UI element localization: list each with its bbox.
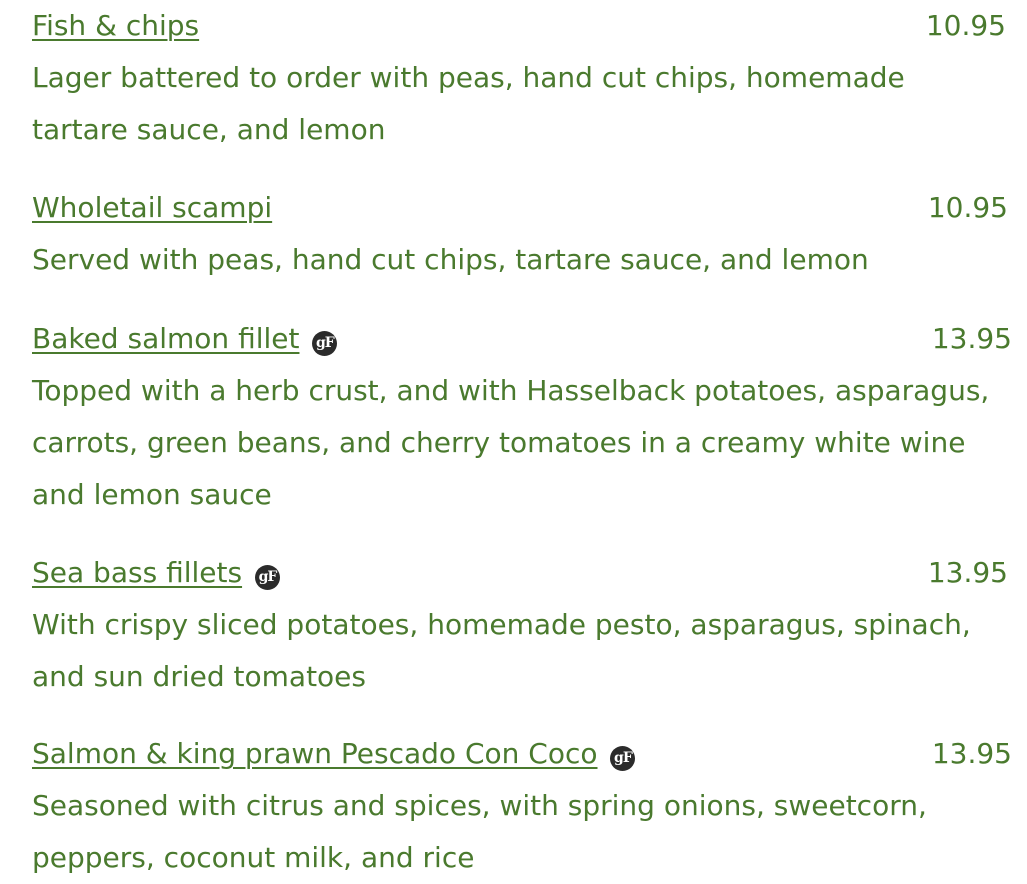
menu-item-header (32, 728, 1012, 780)
menu-item-fish-and-chips (32, 0, 1006, 156)
menu-item-description: Served with peas, hand cut chips, tartare sauce, and lemon (32, 243, 869, 276)
menu-item-wholetail-scampi (32, 182, 1008, 286)
menu-item-header (32, 547, 1008, 599)
menu-item-baked-salmon-fillet (32, 313, 1012, 521)
menu-item-header (32, 313, 1012, 365)
menu-item-price: 10.95 (925, 9, 1006, 42)
menu-item-description: Lager battered to order with peas, hand cut chips, homemade tartare sauce, and lemon (32, 61, 905, 146)
menu-item-name[interactable]: Wholetail scampi (32, 191, 273, 224)
menu-item-name[interactable]: Fish & chips (32, 9, 200, 42)
gluten-free-icon: gF (312, 331, 337, 356)
menu-item-description: Seasoned with citrus and spices, with spring onions, sweetcorn, peppers, coconut milk, and rice (32, 789, 927, 874)
menu-item-price: 13.95 (927, 556, 1008, 589)
menu-item-name[interactable]: Salmon & king prawn Pescado Con Coco (32, 737, 598, 770)
menu-item-description: Topped with a herb crust, and with Hasselback potatoes, asparagus, carrots, green beans, and cherry tomatoes in a creamy white wine and lemon sauce (32, 374, 990, 511)
menu-item-sea-bass-fillets (32, 547, 1008, 703)
menu-item-name[interactable]: Baked salmon fillet (32, 322, 300, 355)
menu-item-price: 10.95 (927, 191, 1008, 224)
gluten-free-icon: gF (255, 565, 280, 590)
menu-item-header (32, 182, 1008, 234)
menu-item-salmon-king-prawn (32, 728, 1012, 884)
menu-item-description: With crispy sliced potatoes, homemade pesto, asparagus, spinach, and sun dried tomatoes (32, 608, 971, 693)
menu-item-name[interactable]: Sea bass fillets (32, 556, 243, 589)
menu-item-price: 13.95 (931, 322, 1012, 355)
menu-item-header (32, 0, 1006, 52)
menu-item-price: 13.95 (931, 737, 1012, 770)
gluten-free-icon: gF (610, 746, 635, 771)
